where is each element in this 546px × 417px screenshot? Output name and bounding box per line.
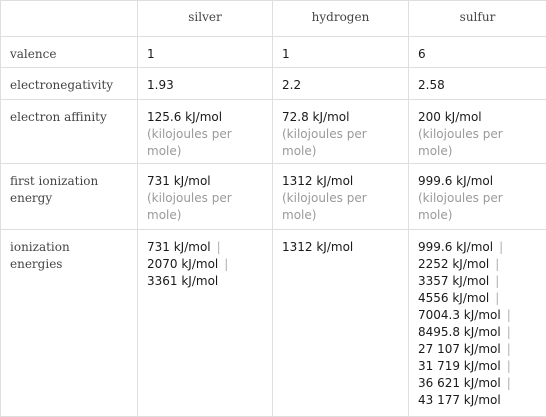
unit-note: (kilojoules per mole): [147, 127, 232, 158]
table-row-ionization-energies: [1, 230, 546, 417]
value-text: 999.6 kJ/mol: [418, 240, 494, 254]
value-text: 31 719 kJ/mol: [418, 359, 501, 373]
ionization-energy-value: [418, 307, 537, 324]
row-label-valence: valence: [1, 37, 138, 68]
corner-cell: [1, 1, 138, 37]
label-line: ionization: [10, 240, 70, 254]
value-text: 72.8 kJ/mol: [282, 110, 350, 124]
value-text: 731 kJ/mol: [147, 174, 211, 188]
ionization-energy-value: [418, 256, 537, 273]
column-header-sulfur: sulfur: [409, 1, 546, 37]
ionization-energy-value: [418, 392, 537, 409]
ionization-energy-value: [147, 239, 263, 256]
table-row-electron-affinity: [1, 100, 546, 164]
value-text: 36 621 kJ/mol: [418, 376, 501, 390]
value-text: 999.6 kJ/mol: [418, 174, 494, 188]
row-label-electronegativity: electronegativity: [1, 68, 138, 100]
ionization-energy-value: [418, 324, 537, 341]
unit-note: (kilojoules per mole): [147, 191, 232, 222]
column-header-hydrogen: hydrogen: [273, 1, 409, 37]
value-text: 27 107 kJ/mol: [418, 342, 501, 356]
ionization-energy-value: [418, 273, 537, 290]
row-label-electron-affinity: electron affinity: [1, 100, 138, 164]
table-row-electronegativity: [1, 68, 546, 100]
value-text: 2252 kJ/mol: [418, 257, 490, 271]
value-text: 3357 kJ/mol: [418, 274, 490, 288]
cell-ionization-energies-hydrogen: [273, 230, 409, 417]
row-label-ionization-energies: [1, 230, 138, 417]
cell-first-ionization-hydrogen: [273, 164, 409, 230]
value-separator: |: [216, 240, 221, 254]
value-separator: |: [506, 359, 511, 373]
cell-ionization-energies-sulfur: [409, 230, 546, 417]
label-line: first ionization: [10, 174, 99, 188]
value-text: 731 kJ/mol: [147, 240, 211, 254]
label-line: energy: [10, 191, 53, 205]
value-text: 1312 kJ/mol: [282, 174, 354, 188]
column-header-silver: silver: [138, 1, 273, 37]
unit-note: (kilojoules per mole): [282, 191, 367, 222]
cell-electron-affinity-hydrogen: [273, 100, 409, 164]
ionization-energy-value: [418, 358, 537, 375]
value-separator: |: [506, 342, 511, 356]
unit-note: (kilojoules per mole): [418, 191, 503, 222]
value-text: 3361 kJ/mol: [147, 274, 219, 288]
cell-electronegativity-silver: 1.93: [138, 68, 273, 100]
ionization-energy-value: [418, 375, 537, 392]
value-separator: |: [495, 291, 500, 305]
value-separator: |: [506, 325, 511, 339]
table-row-first-ionization-energy: [1, 164, 546, 230]
cell-ionization-energies-silver: [138, 230, 273, 417]
cell-valence-hydrogen: 1: [273, 37, 409, 68]
value-separator: |: [506, 376, 511, 390]
value-separator: |: [224, 257, 229, 271]
value-text: 200 kJ/mol: [418, 110, 482, 124]
value-separator: |: [506, 308, 511, 322]
value-text: 43 177 kJ/mol: [418, 393, 501, 407]
ionization-energy-value: [418, 341, 537, 358]
value-text: 125.6 kJ/mol: [147, 110, 223, 124]
ionization-energy-value: [147, 273, 263, 290]
unit-note: (kilojoules per mole): [418, 127, 503, 158]
value-text: 7004.3 kJ/mol: [418, 308, 501, 322]
cell-electronegativity-sulfur: 2.58: [409, 68, 546, 100]
ionization-energy-value: [418, 290, 537, 307]
value-text: 2070 kJ/mol: [147, 257, 219, 271]
table-row-valence: [1, 37, 546, 68]
cell-valence-silver: 1: [138, 37, 273, 68]
value-separator: |: [499, 240, 504, 254]
ionization-energy-value: [147, 256, 263, 273]
cell-electron-affinity-sulfur: [409, 100, 546, 164]
value-text: 1312 kJ/mol: [282, 240, 354, 254]
row-label-first-ionization-energy: [1, 164, 138, 230]
header-row: [1, 1, 546, 37]
value-separator: |: [495, 257, 500, 271]
ionization-energy-value: [282, 239, 399, 256]
cell-electronegativity-hydrogen: 2.2: [273, 68, 409, 100]
cell-first-ionization-sulfur: [409, 164, 546, 230]
label-line: energies: [10, 257, 63, 271]
value-text: 8495.8 kJ/mol: [418, 325, 501, 339]
cell-valence-sulfur: 6: [409, 37, 546, 68]
value-text: 4556 kJ/mol: [418, 291, 490, 305]
cell-first-ionization-silver: [138, 164, 273, 230]
ionization-energy-value: [418, 239, 537, 256]
unit-note: (kilojoules per mole): [282, 127, 367, 158]
value-separator: |: [495, 274, 500, 288]
cell-electron-affinity-silver: [138, 100, 273, 164]
